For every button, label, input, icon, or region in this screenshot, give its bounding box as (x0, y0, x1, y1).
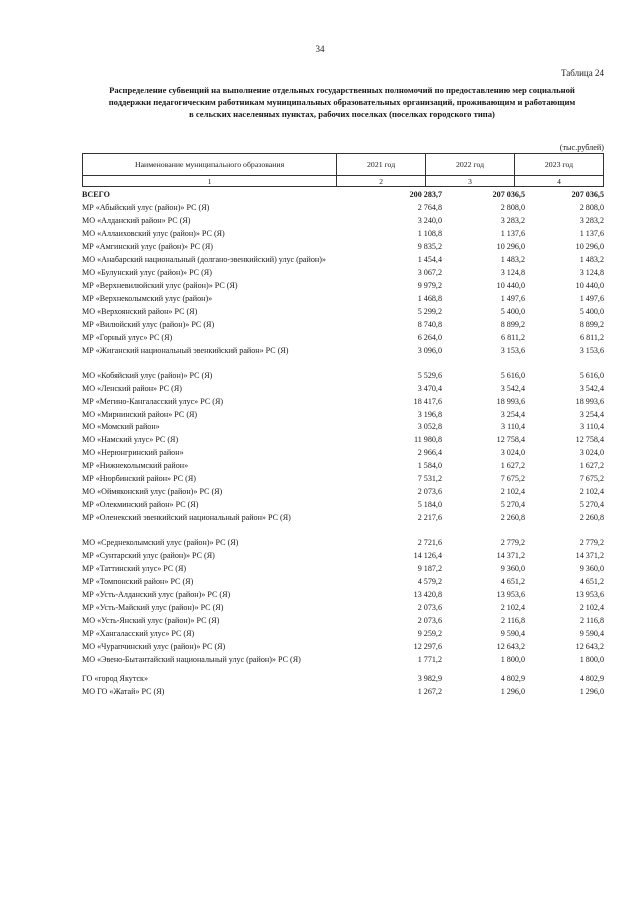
row-value-2023: 4 651,2 (579, 577, 604, 587)
table-row (82, 319, 604, 332)
row-value-2023: 3 153,6 (579, 345, 604, 355)
row-value-2022: 10 440,0 (496, 280, 525, 290)
row-value-2022: 1 137,6 (500, 228, 525, 238)
total-2022: 207 036,5 (492, 190, 525, 199)
rows-container (82, 202, 604, 699)
table-row (82, 473, 604, 486)
table-row (82, 215, 604, 228)
table-row (82, 202, 604, 215)
table-row (82, 537, 604, 550)
row-value-2023: 2 102,4 (579, 603, 604, 613)
row-name: МР «Оленекский эвенкийский национальный район» РС (Я) (82, 513, 291, 523)
row-value-2021: 3 052,8 (417, 422, 442, 432)
row-value-2021: 1 468,8 (417, 293, 442, 303)
row-value-2022: 5 616,0 (500, 370, 525, 380)
row-value-2023: 3 124,8 (579, 267, 604, 277)
row-value-2021: 3 096,0 (417, 345, 442, 355)
row-value-2021: 4 579,2 (417, 577, 442, 587)
row-value-2021: 2 073,6 (417, 616, 442, 626)
row-value-2022: 3 254,4 (500, 409, 525, 419)
row-value-2023: 3 283,2 (579, 215, 604, 225)
row-value-2021: 8 740,8 (417, 319, 442, 329)
table-row (82, 589, 604, 602)
row-value-2023: 3 024,0 (579, 448, 604, 458)
row-value-2022: 3 024,0 (500, 448, 525, 458)
table-row (82, 447, 604, 460)
total-2023: 207 036,5 (571, 190, 604, 199)
table-row (82, 408, 604, 421)
table-row (82, 460, 604, 473)
table-row (82, 280, 604, 293)
row-value-2021: 12 297,6 (413, 641, 442, 651)
row-name: МР «Вилюйский улус (район)» РС (Я) (82, 319, 215, 329)
table-row (82, 576, 604, 589)
row-name: МО «Момский район» (82, 422, 160, 432)
row-name: МР «Верхнеколымский улус (район)» (82, 293, 213, 303)
row-value-2021: 1 454,4 (417, 254, 442, 264)
table-label: Таблица 24 (561, 68, 604, 78)
row-name: МО «Аллаиховский улус (район)» РС (Я) (82, 228, 225, 238)
table-row (82, 641, 604, 654)
row-name: МО «Кобяйский улус (район)» РС (Я) (82, 370, 213, 380)
row-name: МО ГО «Жатай» РС (Я) (82, 686, 165, 696)
row-name: МР «Горный улус» РС (Я) (82, 332, 173, 342)
row-name: МО «Усть-Янский улус (район)» РС (Я) (82, 616, 220, 626)
row-value-2023: 1 627,2 (579, 461, 604, 471)
row-value-2022: 3 542,4 (500, 383, 525, 393)
row-name: МР «Амгинский улус (район)» РС (Я) (82, 241, 213, 251)
table-row (82, 563, 604, 576)
row-value-2022: 2 779,2 (500, 538, 525, 548)
column-index: 2 (337, 176, 426, 187)
row-value-2022: 18 993,6 (496, 396, 525, 406)
table-header (82, 153, 604, 187)
table-row (82, 615, 604, 628)
table-row (82, 395, 604, 408)
table-body (82, 190, 604, 699)
row-value-2023: 1 800,0 (579, 654, 604, 664)
title-line: в сельских населенных пунктах, рабочих поселках (поселках городского типа) (189, 109, 495, 119)
table-row (82, 602, 604, 615)
row-value-2021: 9 835,2 (417, 241, 442, 251)
row-value-2021: 2 073,6 (417, 487, 442, 497)
row-value-2023: 1 483,2 (579, 254, 604, 264)
row-value-2021: 3 240,0 (417, 215, 442, 225)
row-value-2022: 2 102,4 (500, 603, 525, 613)
row-value-2021: 7 531,2 (417, 474, 442, 484)
row-name: МР «Усть-Майский улус (район)» РС (Я) (82, 603, 224, 613)
row-value-2022: 5 270,4 (500, 500, 525, 510)
row-name: МР «Таттинский улус» РС (Я) (82, 564, 187, 574)
row-value-2023: 2 779,2 (579, 538, 604, 548)
header-year-2021: 2021 год (337, 154, 426, 176)
row-name: МО «Нерюнгринский район» (82, 448, 184, 458)
row-value-2021: 3 982,9 (417, 673, 442, 683)
table-row (82, 686, 604, 699)
row-value-2021: 3 196,8 (417, 409, 442, 419)
row-value-2021: 13 420,8 (413, 590, 442, 600)
row-value-2023: 2 260,8 (579, 513, 604, 523)
table-row (82, 512, 604, 525)
header-name: Наименование муниципального образования (83, 154, 337, 176)
row-value-2021: 3 067,2 (417, 267, 442, 277)
row-value-2021: 9 259,2 (417, 629, 442, 638)
row-value-2023: 2 116,8 (580, 616, 604, 626)
document-title (82, 84, 602, 120)
row-value-2021: 2 764,8 (417, 202, 442, 212)
row-name: МР «Усть-Алданский улус (район)» РС (Я) (82, 590, 231, 600)
row-value-2023: 4 802,9 (579, 673, 604, 683)
row-value-2023: 5 616,0 (579, 370, 604, 380)
row-value-2021: 6 264,0 (417, 332, 442, 342)
row-name: МР «Верхневилюйский улус (район)» РС (Я) (82, 280, 238, 290)
table-row (82, 344, 604, 357)
table-row (82, 486, 604, 499)
title-line: поддержки педагогическим работникам муниципальных образовательных организаций, проживающим и работающим (108, 97, 576, 107)
row-value-2021: 11 980,8 (413, 435, 442, 445)
row-value-2022: 2 808,0 (500, 202, 525, 212)
table-row (82, 382, 604, 395)
row-value-2022: 13 953,6 (496, 590, 525, 600)
row-value-2021: 2 966,4 (417, 448, 442, 458)
row-name: МО «Алданский район» РС (Я) (82, 215, 191, 225)
row-value-2021: 9 187,2 (417, 564, 442, 574)
row-value-2021: 1 771,2 (417, 654, 442, 664)
row-value-2021: 1 584,0 (417, 461, 442, 471)
row-value-2023: 7 675,2 (579, 474, 604, 484)
row-name: МР «Жиганский национальный эвенкийский район» РС (Я) (82, 345, 289, 355)
row-name: МР «Хангаласский улус» РС (Я) (82, 629, 195, 638)
row-value-2022: 8 899,2 (500, 319, 525, 329)
row-value-2023: 6 811,2 (580, 332, 604, 342)
row-value-2023: 1 497,6 (579, 293, 604, 303)
table-row (82, 254, 604, 267)
group-spacer (82, 525, 604, 537)
row-name: МР «Нюрбинский район» РС (Я) (82, 474, 196, 484)
column-index: 1 (83, 176, 337, 187)
header-year-2023: 2023 год (515, 154, 604, 176)
page-number: 34 (315, 44, 325, 54)
row-value-2022: 12 643,2 (496, 641, 525, 651)
row-value-2023: 12 643,2 (575, 641, 604, 651)
row-value-2023: 5 400,0 (579, 306, 604, 316)
row-value-2022: 4 651,2 (500, 577, 525, 587)
row-value-2022: 1 296,0 (500, 686, 525, 696)
row-value-2022: 9 590,4 (500, 629, 525, 638)
table-row (82, 267, 604, 280)
table-row (82, 654, 604, 667)
row-name: МР «Нижнеколымский район» (82, 461, 189, 471)
row-value-2022: 5 400,0 (500, 306, 525, 316)
row-name: МО «Булунский улус (район)» РС (Я) (82, 267, 212, 277)
row-value-2022: 3 110,4 (501, 422, 525, 432)
row-value-2021: 1 267,2 (417, 686, 442, 696)
row-name: МО «Намский улус» РС (Я) (82, 435, 179, 445)
row-name: МО «Мирнинский район» РС (Я) (82, 409, 198, 419)
row-value-2022: 3 283,2 (500, 215, 525, 225)
row-name: ГО «город Якутск» (82, 673, 149, 683)
row-value-2021: 5 299,2 (417, 306, 442, 316)
units-label: (тыс.рублей) (559, 143, 604, 152)
row-value-2022: 6 811,2 (501, 332, 525, 342)
table-row (82, 673, 604, 686)
row-value-2022: 3 153,6 (500, 345, 525, 355)
row-value-2023: 1 296,0 (579, 686, 604, 696)
row-value-2021: 2 721,6 (417, 538, 442, 548)
row-value-2022: 14 371,2 (496, 551, 525, 561)
row-name: МО «Анабарский национальный (долгано-эвенкийский) улус (район)» (82, 254, 326, 264)
total-2021: 200 283,7 (409, 190, 442, 199)
row-value-2022: 7 675,2 (500, 474, 525, 484)
table-row (82, 241, 604, 254)
row-name: МО «Чурапчинский улус (район)» РС (Я) (82, 641, 226, 651)
row-name: МР «Мегино-Кангаласский улус» РС (Я) (82, 396, 224, 406)
row-name: МО «Верхоянский район» РС (Я) (82, 306, 198, 316)
row-value-2022: 10 296,0 (496, 241, 525, 251)
table-row (82, 228, 604, 241)
group-spacer (82, 357, 604, 369)
row-value-2023: 18 993,6 (575, 396, 604, 406)
column-index: 3 (426, 176, 515, 187)
total-label: ВСЕГО (82, 190, 110, 199)
row-value-2021: 5 184,0 (417, 500, 442, 510)
row-value-2023: 5 270,4 (579, 500, 604, 510)
row-name: МО «Ленский район» РС (Я) (82, 383, 182, 393)
row-value-2023: 2 808,0 (579, 202, 604, 212)
row-value-2022: 4 802,9 (500, 673, 525, 683)
row-value-2021: 14 126,4 (413, 551, 442, 561)
row-value-2022: 2 102,4 (500, 487, 525, 497)
row-value-2023: 3 254,4 (579, 409, 604, 419)
row-name: МР «Олекминский район» РС (Я) (82, 500, 199, 510)
row-value-2023: 10 296,0 (575, 241, 604, 251)
row-value-2023: 8 899,2 (579, 319, 604, 329)
row-value-2022: 2 116,8 (501, 616, 525, 626)
row-value-2023: 3 542,4 (579, 383, 604, 393)
row-value-2023: 1 137,6 (579, 228, 604, 238)
total-row (82, 190, 604, 202)
table-row (82, 499, 604, 512)
table-row (82, 628, 604, 641)
table-row (82, 550, 604, 563)
row-value-2021: 3 470,4 (417, 383, 442, 393)
row-value-2021: 18 417,6 (413, 396, 442, 406)
row-value-2022: 3 124,8 (500, 267, 525, 277)
row-value-2023: 12 758,4 (575, 435, 604, 445)
row-value-2022: 1 627,2 (500, 461, 525, 471)
table-row (82, 369, 604, 382)
row-value-2022: 12 758,4 (496, 435, 525, 445)
table-row (82, 331, 604, 344)
row-value-2021: 5 529,6 (417, 370, 442, 380)
row-value-2023: 2 102,4 (579, 487, 604, 497)
table-row (82, 434, 604, 447)
row-value-2023: 13 953,6 (575, 590, 604, 600)
row-value-2023: 9 360,0 (579, 564, 604, 574)
row-value-2022: 1 483,2 (500, 254, 525, 264)
column-index: 4 (515, 176, 604, 187)
row-value-2022: 1 800,0 (500, 654, 525, 664)
table-row (82, 421, 604, 434)
row-name: МР «Томпонский район» РС (Я) (82, 577, 194, 587)
table-row (82, 306, 604, 319)
column-index-row (83, 176, 604, 187)
row-value-2021: 9 979,2 (417, 280, 442, 290)
row-value-2021: 2 073,6 (417, 603, 442, 613)
table-row (82, 293, 604, 306)
header-year-2022: 2022 год (426, 154, 515, 176)
row-name: МР «Сунтарский улус (район)» РС (Я) (82, 551, 215, 561)
row-value-2022: 1 497,6 (500, 293, 525, 303)
row-value-2022: 2 260,8 (500, 513, 525, 523)
row-name: МО «Среднеколымский улус (район)» РС (Я) (82, 538, 239, 548)
row-name: МО «Оймяконский улус (район)» РС (Я) (82, 487, 223, 497)
row-value-2022: 9 360,0 (500, 564, 525, 574)
title-line: Распределение субвенций на выполнение отдельных государственных полномочий по предоставлению мер социальной (109, 85, 575, 95)
row-value-2021: 2 217,6 (417, 513, 442, 523)
row-value-2021: 1 108,8 (417, 228, 442, 238)
row-value-2023: 3 110,4 (580, 422, 604, 432)
row-name: МР «Абыйский улус (район)» РС (Я) (82, 202, 210, 212)
row-value-2023: 9 590,4 (579, 629, 604, 638)
row-value-2023: 14 371,2 (575, 551, 604, 561)
row-value-2023: 10 440,0 (575, 280, 604, 290)
row-name: МО «Эвено-Бытантайский национальный улус (район)» РС (Я) (82, 654, 301, 664)
header-row (83, 154, 604, 176)
